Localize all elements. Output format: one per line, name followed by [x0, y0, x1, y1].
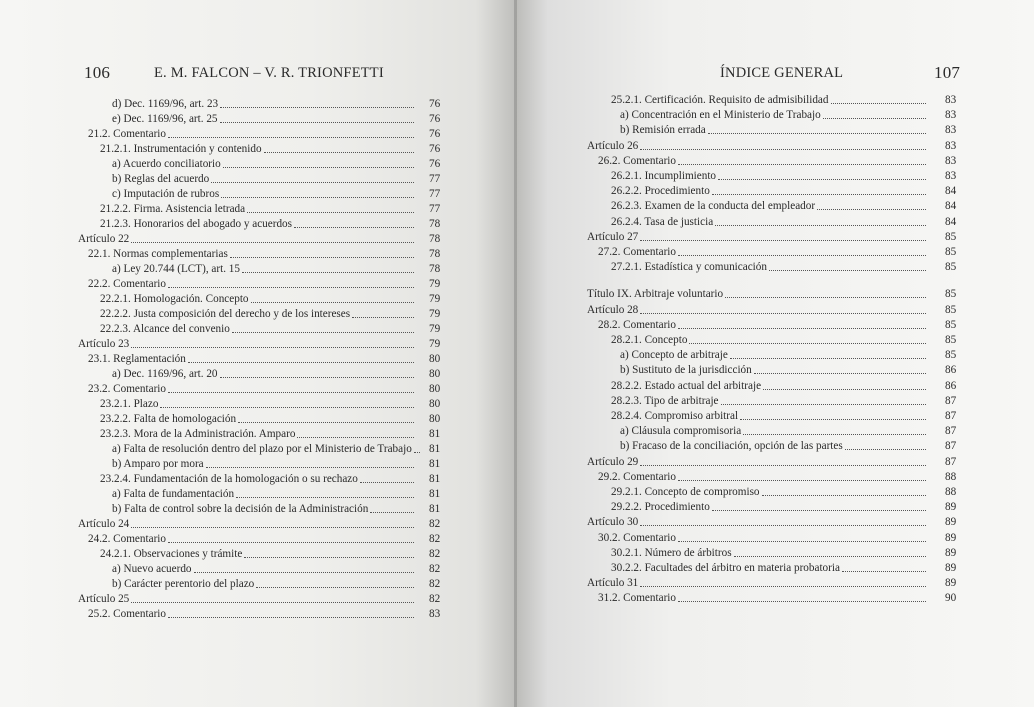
toc-entry-page: 87: [945, 440, 957, 453]
toc-entry-page: 88: [945, 470, 957, 483]
toc-entry-page: 83: [945, 94, 957, 106]
dot-leader: [220, 377, 414, 378]
dot-leader: [264, 152, 414, 153]
toc-entry-page: 80: [429, 353, 441, 365]
toc-entry-title: Artículo 24: [78, 518, 130, 530]
toc-entry: [587, 139, 957, 153]
dot-leader: [754, 373, 926, 374]
toc-entry-title: Título IX. Arbitraje voluntario: [587, 288, 724, 301]
toc-entry: [112, 457, 441, 471]
dot-leader: [845, 449, 926, 450]
dot-leader: [168, 392, 414, 393]
dot-leader: [220, 107, 414, 108]
dot-leader: [718, 179, 926, 180]
dot-leader: [769, 270, 926, 271]
toc-entry-page: 79: [429, 278, 441, 290]
toc-entry: [587, 303, 957, 317]
toc-entry-title: 21.2.3. Honorarios del abogado y acuerdos: [100, 218, 293, 230]
dot-leader: [831, 103, 927, 104]
dot-leader: [715, 225, 926, 226]
toc-entry-title: 26.2.1. Incumplimiento: [611, 170, 717, 182]
dot-leader: [211, 182, 414, 183]
toc-entry: [587, 576, 957, 590]
left-page-header: [84, 63, 504, 83]
toc-entry-page: 83: [945, 139, 957, 152]
toc-entry-page: 89: [945, 501, 957, 514]
dot-leader: [131, 527, 414, 528]
toc-entry-page: 78: [429, 233, 441, 245]
page-number: 107: [934, 63, 961, 82]
dot-leader: [223, 167, 414, 168]
toc-entry: [112, 562, 441, 576]
toc-entry-title: 22.2.1. Homologación. Concepto: [100, 293, 249, 305]
dot-leader: [251, 302, 414, 303]
toc-entry-title: a) Falta de resolución dentro del plazo por el Ministerio de Trabajo: [112, 443, 412, 455]
toc-entry-page: 85: [945, 230, 957, 243]
toc-entry-page: 76: [429, 98, 441, 110]
dot-leader: [678, 255, 926, 256]
toc-entry-title: 28.2.1. Concepto: [611, 334, 688, 346]
dot-leader: [220, 122, 414, 123]
toc-entry: [100, 202, 441, 216]
toc-entry-page: 77: [429, 173, 441, 185]
toc-entry-page: 83: [945, 109, 957, 122]
dot-leader: [221, 197, 414, 198]
toc-entry-title: 28.2.2. Estado actual del arbitraje: [611, 379, 762, 392]
toc-entry-page: 79: [429, 338, 441, 350]
dot-leader: [823, 118, 926, 119]
toc-entry-page: 87: [945, 410, 957, 422]
left-page: [0, 0, 514, 707]
toc-entry: [611, 93, 957, 107]
toc-entry-title: 21.2. Comentario: [88, 128, 166, 140]
toc-entry-title: b) Sustituto de la jurisdicción: [620, 364, 752, 377]
toc-entry: [611, 485, 957, 499]
dot-leader: [244, 557, 414, 558]
toc-entry-page: 76: [429, 143, 441, 155]
toc-entry-title: 26.2.2. Procedimiento: [611, 185, 710, 198]
toc-entry: [78, 592, 441, 606]
toc-entry-page: 80: [429, 383, 441, 395]
toc-entry: [88, 127, 441, 141]
toc-entry: [88, 352, 441, 366]
toc-entry-page: 79: [429, 308, 441, 320]
dot-leader: [640, 465, 926, 466]
toc-entry: [88, 532, 441, 546]
toc-entry-page: 82: [429, 593, 441, 605]
toc-entry-page: 89: [945, 562, 957, 574]
toc-entry-page: 83: [429, 608, 441, 620]
toc-entry: [112, 172, 441, 186]
toc-entry-title: 24.2. Comentario: [88, 533, 166, 545]
toc-entry-title: 21.2.1. Instrumentación y contenido: [100, 143, 262, 155]
dot-leader: [206, 467, 414, 468]
dot-leader: [678, 328, 926, 329]
toc-entry-page: 76: [429, 158, 441, 170]
dot-leader: [242, 272, 414, 273]
toc-entry-page: 78: [429, 218, 441, 230]
toc-entry-title: 26.2.4. Tasa de justicia: [611, 215, 714, 228]
dot-leader: [743, 434, 926, 435]
toc-entry: [112, 577, 441, 591]
toc-entry-page: 81: [429, 503, 441, 515]
toc-entry-page: 82: [429, 533, 441, 545]
toc-entry-page: 81: [429, 458, 441, 470]
toc-entry: [611, 500, 957, 514]
toc-entry-title: 23.2. Comentario: [88, 383, 166, 395]
right-page: [520, 0, 1034, 707]
toc-entry-title: a) Acuerdo conciliatorio: [112, 158, 221, 170]
toc-entry-page: 86: [945, 379, 957, 392]
toc-entry-page: 85: [945, 318, 957, 331]
running-head: ÍNDICE GENERAL: [720, 65, 844, 81]
toc-entry-title: Artículo 26: [587, 139, 639, 152]
toc-entry: [78, 517, 441, 531]
toc-entry: [112, 262, 441, 276]
toc-entry-title: 29.2.1. Concepto de compromiso: [611, 486, 760, 498]
toc-entry-title: b) Amparo por mora: [112, 458, 204, 470]
toc-entry: [598, 470, 957, 484]
toc-entry-title: 23.2.4. Fundamentación de la homologación o su rechazo: [100, 473, 358, 485]
dot-leader: [730, 358, 926, 359]
toc-entry-title: 26.2.3. Examen de la conducta del empleador: [611, 200, 816, 213]
toc-entry: [100, 412, 441, 426]
toc-entry-page: 89: [945, 546, 957, 559]
toc-entry: [100, 307, 441, 321]
toc-entry-title: b) Falta de control sobre la decisión de la Administración: [112, 503, 369, 515]
toc-entry-title: 25.2. Comentario: [88, 608, 166, 620]
dot-leader: [247, 212, 414, 213]
toc-entry-title: Artículo 22: [78, 233, 130, 245]
running-head: E. M. FALCON – V. R. TRIONFETTI: [154, 65, 384, 81]
dot-leader: [131, 242, 414, 243]
toc-entry: [611, 546, 957, 560]
toc-entry: [611, 561, 957, 575]
toc-entry-title: 22.2.3. Alcance del convenio: [100, 323, 230, 335]
toc-entry: [587, 515, 957, 529]
toc-entry: [112, 112, 441, 126]
toc-entry-page: 77: [429, 188, 441, 200]
dot-leader: [712, 510, 926, 511]
toc-entry: [611, 260, 957, 274]
toc-entry-page: 76: [429, 113, 441, 125]
toc-entry-title: e) Dec. 1169/96, art. 25: [112, 113, 218, 125]
toc-entry: [100, 397, 441, 411]
toc-entry-page: 82: [429, 518, 441, 530]
toc-entry: [611, 199, 957, 213]
dot-leader: [734, 556, 926, 557]
toc-entry-page: 89: [945, 577, 957, 590]
toc-entry: [88, 277, 441, 291]
dot-leader: [414, 452, 420, 453]
dot-leader: [762, 495, 926, 496]
toc-entry: [620, 123, 957, 137]
dot-leader: [236, 497, 414, 498]
toc-entry-page: 87: [945, 425, 957, 438]
toc-entry-title: 28.2.4. Compromiso arbitral: [611, 410, 739, 422]
toc-entry: [88, 247, 441, 261]
toc-entry-title: a) Concepto de arbitraje: [620, 349, 728, 362]
toc-entry-page: 79: [429, 323, 441, 335]
toc-entry-title: 28.2.3. Tipo de arbitraje: [611, 394, 719, 407]
toc-entry-title: a) Nuevo acuerdo: [112, 563, 192, 575]
dot-leader: [168, 137, 414, 138]
toc-entry-page: 84: [945, 215, 957, 228]
toc-entry: [611, 379, 957, 393]
toc-entry-title: Artículo 29: [587, 455, 639, 468]
dot-leader: [763, 389, 926, 390]
toc-entry-page: 79: [429, 293, 441, 305]
dot-leader: [708, 133, 926, 134]
toc-entry-page: 85: [945, 303, 957, 316]
toc-entry-title: 30.2.2. Facultades del árbitro en materia probatoria: [611, 562, 840, 574]
toc-entry-page: 87: [945, 455, 957, 468]
dot-leader: [232, 332, 414, 333]
toc-entry-title: 31.2. Comentario: [598, 592, 676, 605]
toc-entry-title: b) Remisión errada: [620, 124, 706, 137]
toc-entry: [78, 337, 441, 351]
toc-entry: [88, 382, 441, 396]
dot-leader: [360, 482, 414, 483]
toc-entry-title: a) Falta de fundamentación: [112, 488, 235, 500]
toc-entry: [112, 442, 441, 456]
dot-leader: [297, 437, 414, 438]
toc-entry-title: Artículo 28: [587, 303, 639, 316]
dot-leader: [131, 602, 414, 603]
dot-leader: [678, 601, 926, 602]
toc-entry-page: 83: [945, 154, 957, 167]
toc-entry: [100, 547, 441, 561]
toc-entry: [112, 487, 441, 501]
toc-entry: [611, 333, 957, 347]
toc-entry: [598, 531, 957, 545]
toc-entry-title: 26.2. Comentario: [598, 154, 676, 167]
dot-leader: [678, 541, 926, 542]
toc-entry-title: 30.2. Comentario: [598, 531, 676, 544]
toc-entry-title: 23.2.1. Plazo: [100, 398, 159, 410]
toc-entry-title: 29.2. Comentario: [598, 470, 676, 483]
toc-entry-title: 27.2.1. Estadística y comunicación: [611, 261, 767, 274]
toc-entry: [112, 187, 441, 201]
toc-entry: [88, 607, 441, 621]
toc-entry-page: 81: [429, 428, 441, 440]
dot-leader: [230, 257, 414, 258]
dot-leader: [725, 297, 926, 298]
toc-entry: [100, 472, 441, 486]
toc-entry-page: 84: [945, 185, 957, 198]
toc-entry-title: d) Dec. 1169/96, art. 23: [112, 98, 219, 110]
toc-entry-page: 81: [429, 488, 441, 500]
toc-entry: [620, 424, 957, 438]
toc-entry: [112, 367, 441, 381]
dot-leader: [640, 240, 926, 241]
dot-leader: [842, 571, 926, 572]
toc-entry-page: 82: [429, 563, 441, 575]
toc-entry-title: 22.2.2. Justa composición del derecho y de los intereses: [100, 308, 351, 320]
dot-leader: [712, 194, 926, 195]
toc-entry-title: 24.2.1. Observaciones y trámite: [100, 548, 243, 560]
toc-entry: [100, 322, 441, 336]
dot-leader: [678, 480, 926, 481]
page-number: 106: [84, 63, 111, 82]
toc-entry-title: 22.2. Comentario: [88, 278, 166, 290]
toc-entry-title: 21.2.2. Firma. Asistencia letrada: [100, 203, 246, 215]
dot-leader: [640, 313, 926, 314]
toc-entry: [620, 348, 957, 362]
toc-entry: [611, 409, 957, 423]
toc-entry-page: 85: [945, 246, 957, 258]
dot-leader: [640, 149, 926, 150]
toc-entry-title: b) Fracaso de la conciliación, opción de las partes: [620, 440, 843, 453]
toc-entry: [598, 245, 957, 259]
toc-entry-page: 85: [945, 261, 957, 274]
toc-entry-page: 83: [945, 124, 957, 137]
toc-entry-title: Artículo 31: [587, 577, 639, 590]
toc-entry-title: 25.2.1. Certificación. Requisito de admisibilidad: [611, 94, 829, 106]
dot-leader: [370, 512, 414, 513]
dot-leader: [721, 404, 926, 405]
toc-entry: [598, 318, 957, 332]
toc-entry: [100, 292, 441, 306]
toc-entry-title: 23.1. Reglamentación: [88, 353, 186, 365]
toc-entry: [611, 215, 957, 229]
toc-entry-page: 87: [945, 394, 957, 407]
toc-entry-title: a) Cláusula compromisoria: [620, 425, 742, 438]
toc-entry-page: 89: [945, 531, 957, 544]
toc-entry-page: 81: [429, 473, 441, 485]
toc-entry: [611, 169, 957, 183]
toc-entry-title: 29.2.2. Procedimiento: [611, 501, 710, 514]
dot-leader: [131, 347, 414, 348]
toc-entry-page: 82: [429, 578, 441, 590]
dot-leader: [168, 542, 414, 543]
toc-entry-page: 85: [945, 334, 957, 346]
toc-entry-page: 80: [429, 368, 441, 380]
dot-leader: [294, 227, 414, 228]
toc-entry-title: 27.2. Comentario: [598, 246, 676, 258]
toc-entry: [611, 394, 957, 408]
toc-entry-title: Artículo 30: [587, 516, 639, 529]
dot-leader: [640, 525, 926, 526]
dot-leader: [740, 419, 926, 420]
toc-entry-page: 82: [429, 548, 441, 560]
toc-entry-page: 81: [429, 443, 441, 455]
dot-leader: [678, 164, 926, 165]
dot-leader: [689, 343, 926, 344]
toc-entry-title: Artículo 25: [78, 593, 130, 605]
toc-entry-title: b) Carácter perentorio del plazo: [112, 578, 255, 590]
toc-entry-page: 76: [429, 128, 441, 140]
toc-entry-page: 80: [429, 398, 441, 410]
toc-entry-page: 89: [945, 516, 957, 529]
toc-entry-page: 85: [945, 349, 957, 362]
toc-entry-title: Artículo 23: [78, 338, 130, 350]
toc-entry: [587, 230, 957, 244]
toc-entry: [78, 232, 441, 246]
toc-entry: [587, 287, 957, 301]
toc-entry-title: a) Dec. 1169/96, art. 20: [112, 368, 218, 380]
dot-leader: [168, 617, 414, 618]
toc-entry: [112, 502, 441, 516]
dot-leader: [160, 407, 414, 408]
toc-entry: [587, 455, 957, 469]
toc-entry-page: 90: [945, 592, 957, 605]
toc-entry-title: a) Ley 20.744 (LCT), art. 15: [112, 263, 240, 275]
toc-entry-page: 77: [429, 203, 441, 215]
dot-leader: [238, 422, 414, 423]
toc-entry-page: 83: [945, 170, 957, 182]
toc-entry: [598, 591, 957, 605]
toc-entry-title: 28.2. Comentario: [598, 318, 676, 331]
toc-entry: [112, 97, 441, 111]
toc-entry: [611, 184, 957, 198]
toc-entry: [620, 439, 957, 453]
toc-entry-title: 23.2.3. Mora de la Administración. Amparo: [100, 428, 296, 440]
toc-entry-title: 30.2.1. Número de árbitros: [611, 546, 732, 559]
toc-entry: [598, 154, 957, 168]
toc-entry-title: b) Reglas del acuerdo: [112, 173, 210, 185]
toc-entry-title: Artículo 27: [587, 230, 639, 243]
toc-entry: [100, 142, 441, 156]
toc-entry: [100, 427, 441, 441]
dot-leader: [256, 587, 414, 588]
dot-leader: [817, 209, 926, 210]
dot-leader: [352, 317, 414, 318]
toc-entry-page: 84: [945, 200, 957, 213]
toc-entry-title: a) Concentración en el Ministerio de Trabajo: [620, 109, 821, 122]
toc-entry-page: 88: [945, 486, 957, 498]
dot-leader: [188, 362, 414, 363]
toc-entry-title: 22.1. Normas complementarias: [88, 248, 228, 260]
book-gutter: [514, 0, 517, 707]
toc-entry: [112, 157, 441, 171]
toc-entry: [620, 363, 957, 377]
dot-leader: [194, 572, 414, 573]
toc-entry-page: 78: [429, 263, 441, 275]
toc-entry: [620, 108, 957, 122]
dot-leader: [640, 586, 926, 587]
toc-entry-page: 86: [945, 364, 957, 377]
toc-entry: [100, 217, 441, 231]
toc-entry-page: 85: [945, 288, 957, 301]
toc-entry-title: c) Imputación de rubros: [112, 188, 220, 200]
toc-entry-page: 80: [429, 413, 441, 425]
dot-leader: [168, 287, 414, 288]
toc-entry-title: 23.2.2. Falta de homologación: [100, 413, 237, 425]
toc-entry-page: 78: [429, 248, 441, 260]
